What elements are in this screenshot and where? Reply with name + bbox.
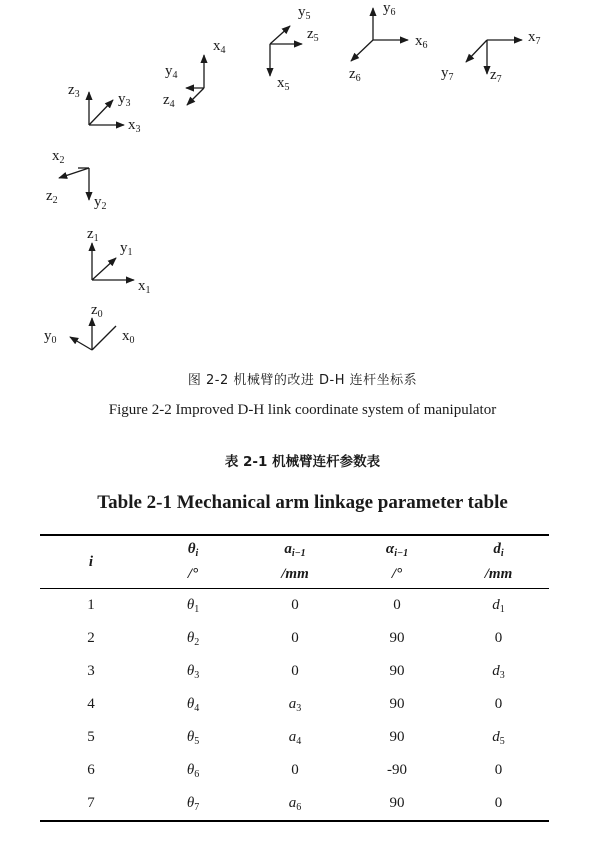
frame-5-axes xyxy=(270,26,302,76)
table-row xyxy=(40,655,549,688)
frame-6-labels: $y_6$ $x_6$ $z_6$ xyxy=(349,0,428,84)
cell-theta: $\theta_2$ xyxy=(186,629,200,648)
figure-caption-cn: 图 2-2 机械臂的改进 D-H 连杆坐标系 xyxy=(187,373,418,388)
figure-caption-en: Figure 2-2 Improved D-H link coordinate system of manipulator xyxy=(108,402,497,418)
frame-4-axes xyxy=(186,55,204,105)
cell-i: 5 xyxy=(87,729,95,745)
cell-alpha: 90 xyxy=(389,729,405,745)
cell-i: 4 xyxy=(87,696,95,712)
cell-a: $a_6$ xyxy=(288,794,302,813)
cell-alpha: 90 xyxy=(389,696,405,712)
frame-1-labels: $z_1$ $y_1$ $x_1$ xyxy=(87,226,151,296)
header-a: $a_{i-1}$ /mm xyxy=(281,541,309,582)
frame-0-axes xyxy=(70,318,116,350)
cell-theta: $\theta_1$ xyxy=(186,596,200,615)
cell-a: $a_4$ xyxy=(288,728,302,747)
cell-i: 6 xyxy=(87,762,95,778)
table-caption-cn: 表 2-1 机械臂连杆参数表 xyxy=(224,454,381,470)
cell-i: 2 xyxy=(87,630,95,646)
table-row xyxy=(40,688,549,721)
dh-coordinate-diagram xyxy=(0,0,605,360)
frame-2-labels: $x_2$ $z_2$ $y_2$ xyxy=(46,148,107,212)
header-i: i xyxy=(88,553,94,570)
table-row xyxy=(40,787,549,821)
cell-a: 0 xyxy=(291,597,299,613)
cell-alpha: 90 xyxy=(389,795,405,811)
cell-d: $d_3$ xyxy=(492,662,505,681)
table-row xyxy=(40,589,549,623)
table-caption-en: Table 2-1 Mechanical arm linkage parameter table xyxy=(97,492,508,513)
cell-theta: $\theta_7$ xyxy=(186,794,200,813)
frame-7-labels: $x_7$ $y_7$ $z_7$ xyxy=(441,29,541,85)
cell-d: 0 xyxy=(494,630,503,646)
frame-2-axes xyxy=(59,168,89,200)
cell-d: 0 xyxy=(494,762,503,778)
cell-d: 0 xyxy=(494,696,503,712)
header-theta: $\theta_i$ /° xyxy=(187,541,199,582)
cell-i: 3 xyxy=(87,663,95,679)
cell-a: 0 xyxy=(291,630,299,646)
header-d: $d_i$ /mm xyxy=(484,541,513,582)
cell-a: 0 xyxy=(291,762,299,778)
cell-a: $a_3$ xyxy=(288,695,302,714)
cell-theta: $\theta_3$ xyxy=(186,662,200,681)
frame-6-axes xyxy=(351,8,408,61)
frame-5-labels: $y_5$ $z_5$ $x_5$ xyxy=(277,4,319,93)
cell-d: $d_1$ xyxy=(492,596,505,615)
cell-a: 0 xyxy=(291,663,299,679)
frame-0-labels: $y_0$ $z_0$ $x_0$ xyxy=(44,302,135,346)
header-alpha: $\alpha_{i-1}$ /° xyxy=(385,541,409,582)
table-header-row xyxy=(40,535,549,589)
cell-d: $d_5$ xyxy=(492,728,505,747)
cell-theta: $\theta_5$ xyxy=(186,728,200,747)
cell-i: 1 xyxy=(87,597,95,613)
cell-theta: $\theta_4$ xyxy=(186,695,200,714)
cell-i: 7 xyxy=(87,795,95,811)
cell-alpha: 0 xyxy=(393,597,401,613)
cell-theta: $\theta_6$ xyxy=(186,761,200,780)
frame-3-labels: $z_3$ $y_3$ $x_3$ xyxy=(68,82,141,135)
table-row xyxy=(40,754,549,787)
table-row xyxy=(40,721,549,754)
cell-alpha: 90 xyxy=(389,663,405,679)
dh-parameter-table xyxy=(40,534,549,822)
cell-d: 0 xyxy=(494,795,503,811)
cell-alpha: 90 xyxy=(389,630,405,646)
cell-alpha: -90 xyxy=(387,762,407,778)
table-row xyxy=(40,622,549,655)
frame-4-labels: $y_4$ $x_4$ $z_4$ xyxy=(163,38,226,110)
